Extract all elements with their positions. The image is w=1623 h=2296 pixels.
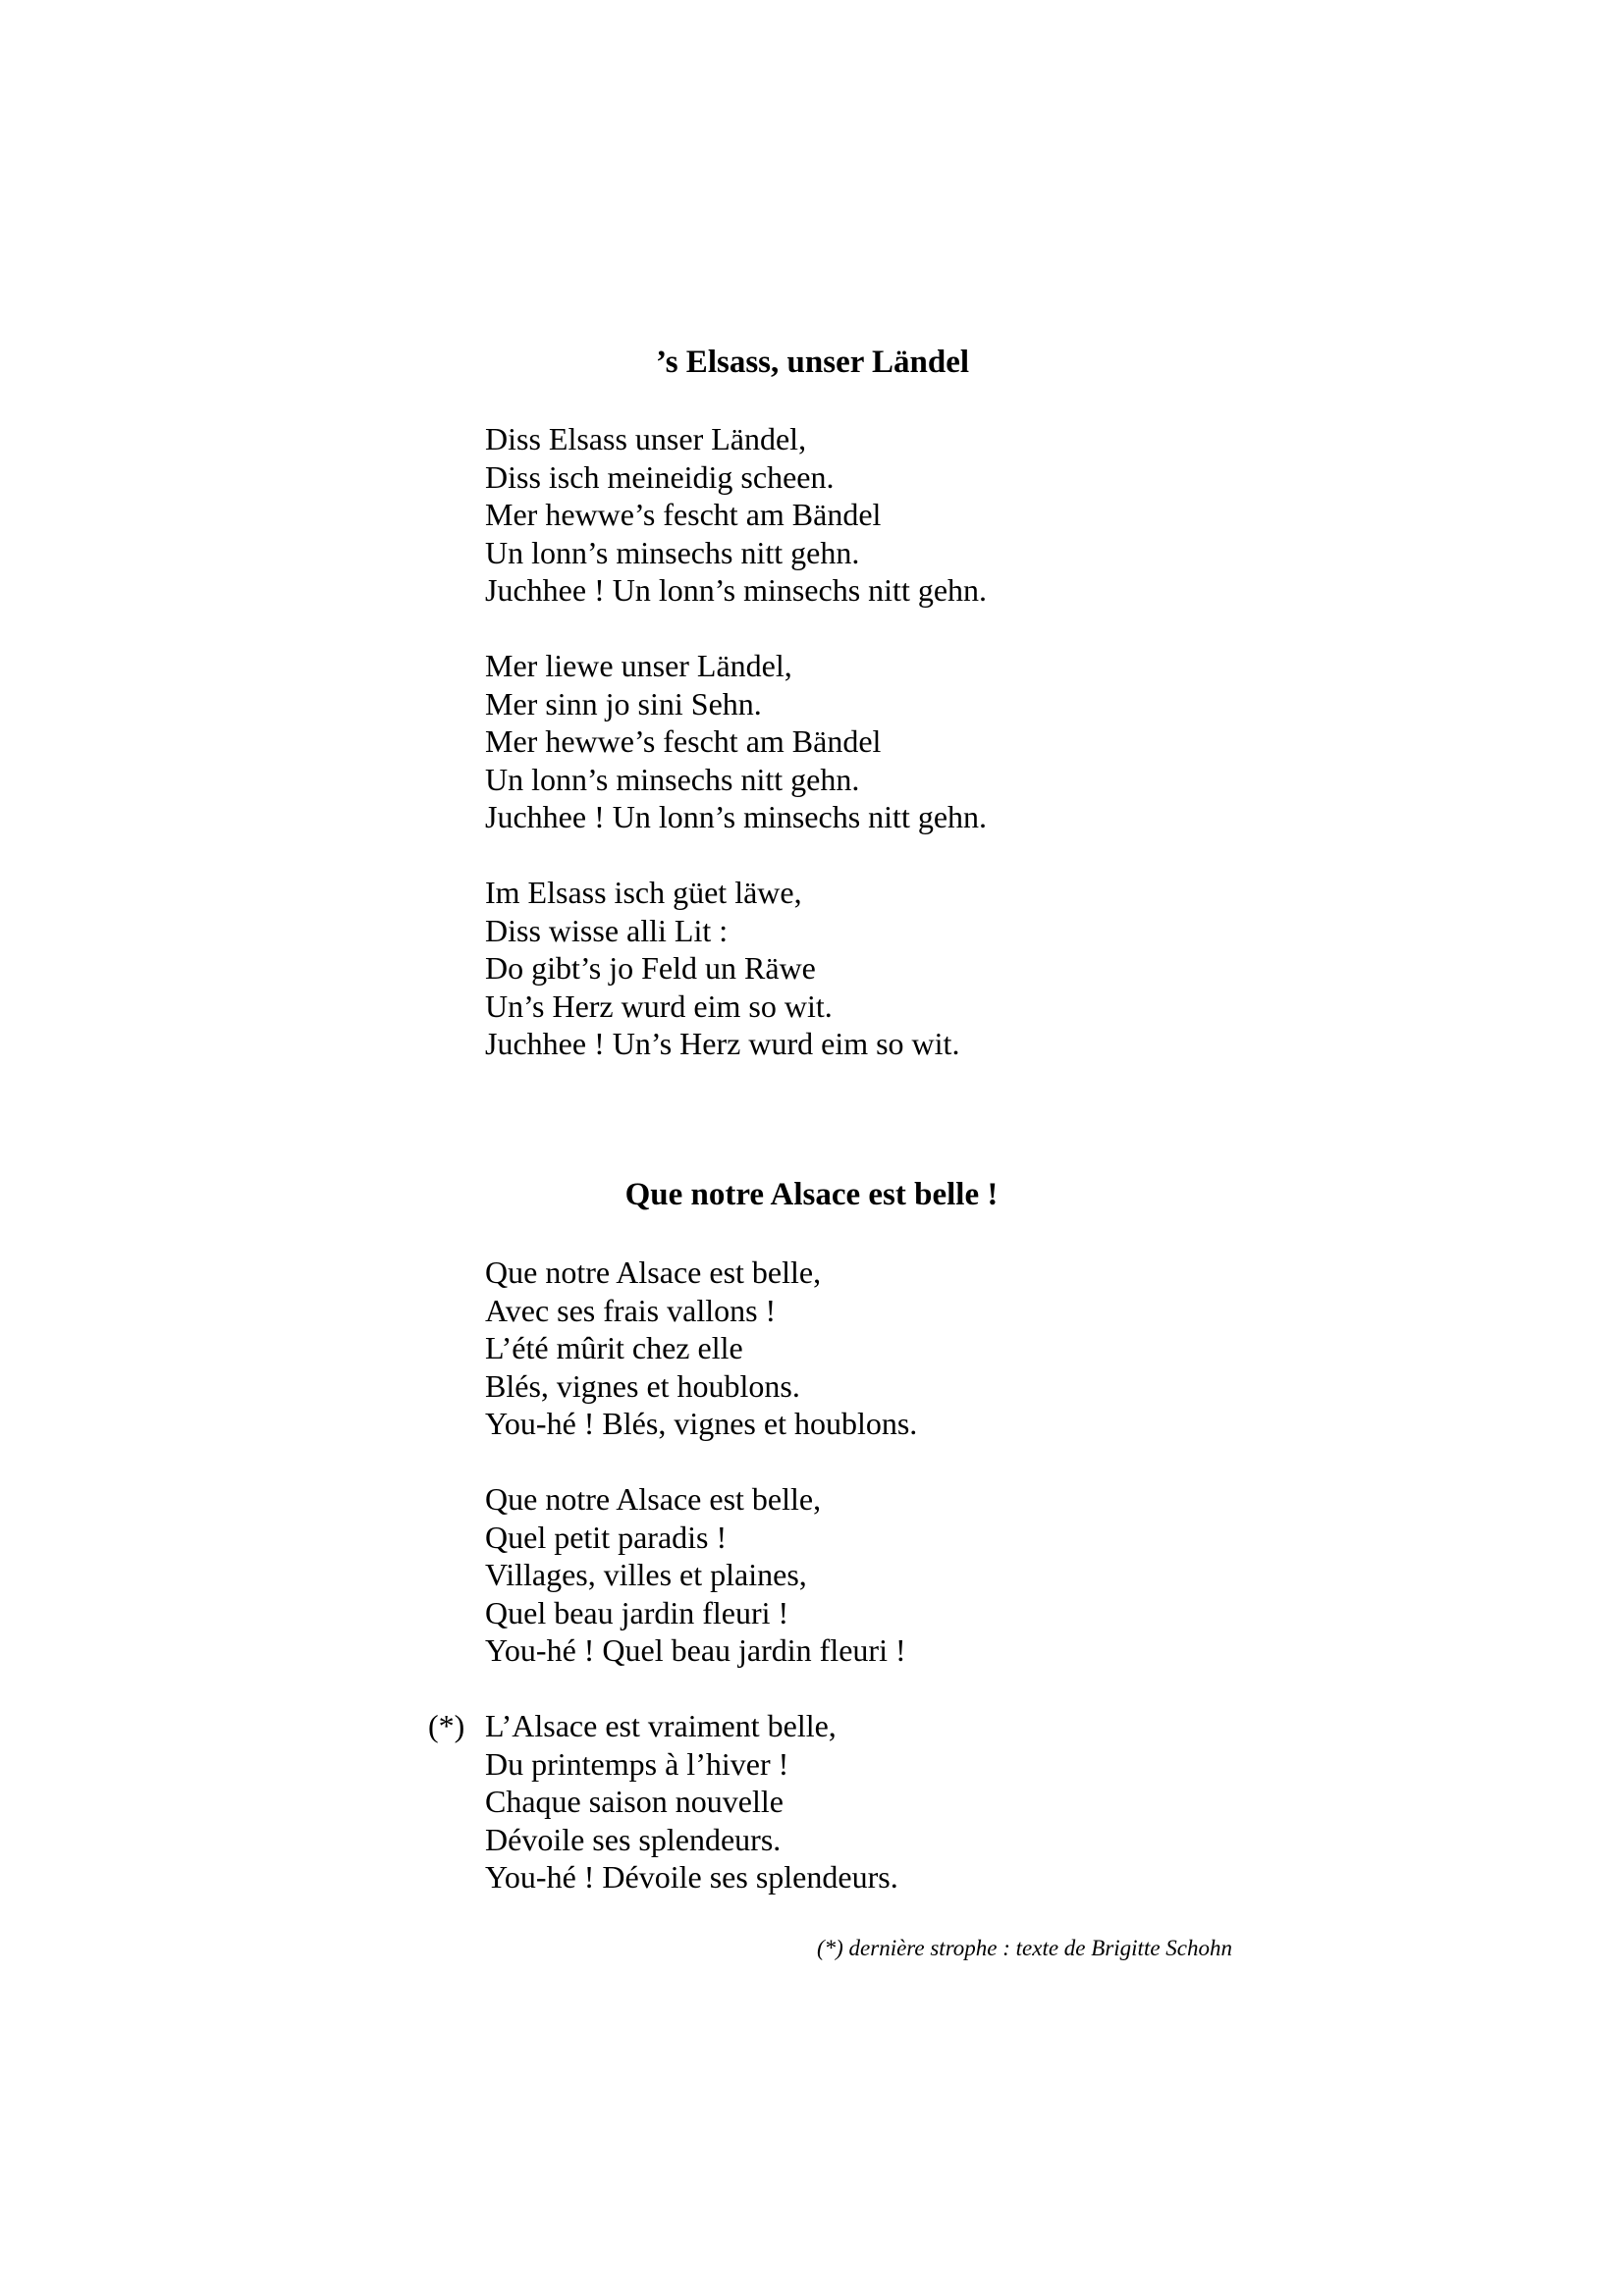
- verse-line: Chaque saison nouvelle: [485, 1784, 784, 1819]
- verse-line: Mer sinn jo sini Sehn.: [485, 685, 762, 721]
- stanza-3-alsatian: [485, 874, 959, 1063]
- stanza-3-french: [485, 1707, 898, 1896]
- stanza-2-alsatian: [485, 647, 987, 836]
- stanza-1-french: [485, 1254, 917, 1443]
- footnote-marker: (*): [428, 1708, 465, 1743]
- verse-line: Un lonn’s minsechs nitt gehn.: [485, 534, 860, 570]
- verse-line: Dévoile ses splendeurs.: [485, 1821, 782, 1857]
- verse-line: Du printemps à l’hiver !: [485, 1745, 789, 1782]
- footnote: (*) dernière strophe : texte de Brigitte Schohn: [816, 1936, 1232, 1960]
- verse-line: Un lonn’s minsechs nitt gehn.: [485, 761, 860, 797]
- verse-line: You-hé ! Blés, vignes et houblons.: [485, 1406, 918, 1441]
- verse-line: Villages, villes et plaines,: [485, 1557, 807, 1592]
- verse-line: Mer hewwe’s fescht am Bändel: [485, 497, 882, 532]
- verse-line: Juchhee ! Un lonn’s minsechs nitt gehn.: [485, 799, 988, 834]
- verse-line: Un’s Herz wurd eim so wit.: [485, 988, 833, 1024]
- stanza-2-french: [485, 1480, 906, 1670]
- verse-line: You-hé ! Dévoile ses splendeurs.: [485, 1859, 898, 1895]
- verse-line: L’Alsace est vraiment belle,: [485, 1708, 837, 1743]
- verse-line: Diss Elsass unser Ländel,: [485, 421, 807, 456]
- verse-line: Diss wisse alli Lit :: [485, 912, 729, 948]
- verse-line: You-hé ! Quel beau jardin fleuri !: [485, 1632, 906, 1668]
- verse-line: Do gibt’s jo Feld un Räwe: [485, 950, 816, 986]
- verse-line: Juchhee ! Un lonn’s minsechs nitt gehn.: [485, 572, 988, 608]
- verse-line: Que notre Alsace est belle,: [485, 1255, 822, 1290]
- verse-line: Mer liewe unser Ländel,: [485, 648, 792, 683]
- song-title-alsatian: ’s Elsass, unser Ländel: [655, 345, 970, 380]
- verse-line: Avec ses frais vallons !: [485, 1292, 777, 1328]
- verse-line: Blés, vignes et houblons.: [485, 1367, 800, 1404]
- verse-line: Quel beau jardin fleuri !: [485, 1594, 789, 1630]
- verse-line: Im Elsass isch güet läwe,: [485, 875, 802, 910]
- verse-line: Que notre Alsace est belle,: [485, 1481, 822, 1517]
- verse-line: Quel petit paradis !: [485, 1519, 728, 1555]
- verse-line: L’été mûrit chez elle: [485, 1330, 743, 1365]
- song-title-french: Que notre Alsace est belle !: [624, 1177, 999, 1212]
- stanza-1-alsatian: [485, 420, 987, 610]
- verse-line: Diss isch meineidig scheen.: [485, 458, 835, 495]
- verse-line: Mer hewwe’s fescht am Bändel: [485, 723, 882, 759]
- verse-line: Juchhee ! Un’s Herz wurd eim so wit.: [485, 1026, 960, 1061]
